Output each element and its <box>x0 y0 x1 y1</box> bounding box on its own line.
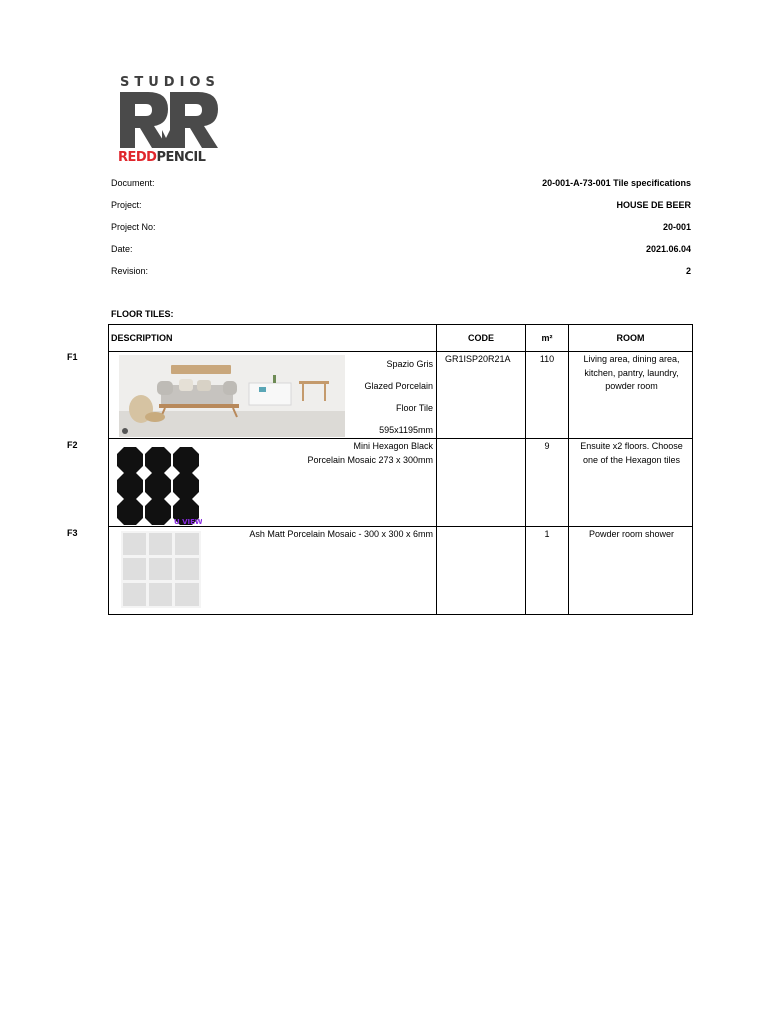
row-id-f1: F1 <box>67 352 78 362</box>
f1-description-line: Glazed Porcelain <box>364 381 433 391</box>
project-label: Project: <box>111 200 142 210</box>
header-room: ROOM <box>616 333 645 343</box>
project-no-value: 20-001 <box>662 222 691 232</box>
header-code: CODE <box>467 333 494 343</box>
project-no-label: Project No: <box>111 222 156 232</box>
section-title: FLOOR TILES: <box>111 309 174 319</box>
f1-area: 110 <box>539 354 555 364</box>
u-view-watermark: U VIEW <box>174 518 202 526</box>
ash-matt-mosaic-image <box>121 531 201 608</box>
f3-area: 1 <box>544 529 550 539</box>
revision-value: 2 <box>685 266 691 276</box>
f2-description-line: Porcelain Mosaic 273 x 300mm <box>307 454 433 465</box>
f2-description-line: Mini Hexagon Black <box>353 441 433 451</box>
mini-hexagon-black-image <box>116 446 202 526</box>
logo-brand-dark: PENCIL <box>156 150 206 165</box>
project-value: HOUSE DE BEER <box>616 200 691 210</box>
document-label: Document: <box>111 178 155 188</box>
floor-tiles-table <box>108 324 693 615</box>
logo-studios-text: STUDIOS <box>120 75 220 90</box>
f2-area: 9 <box>544 441 550 451</box>
document-value: 20-001-A-73-001 Tile specifications <box>542 178 691 188</box>
f1-room-line: Living area, dining area, <box>583 354 680 364</box>
f3-room: Powder room shower <box>588 529 675 539</box>
f1-room-line: kitchen, pantry, laundry, <box>584 367 679 378</box>
logo-rr-mark <box>118 90 220 150</box>
date-value: 2021.06.04 <box>645 244 691 254</box>
date-label: Date: <box>111 244 133 254</box>
f2-room-line: one of the Hexagon tiles <box>582 454 681 465</box>
spazio-gris-room-image <box>119 355 345 437</box>
header-area: m² <box>541 333 553 343</box>
f1-description-line: Spazio Gris <box>386 359 433 369</box>
logo-brand-red: REDD <box>118 150 157 165</box>
header-description: DESCRIPTION <box>111 333 173 343</box>
f2-description <box>307 440 433 467</box>
f1-code: GR1ISP20R21A <box>445 354 511 364</box>
revision-label: Revision: <box>111 266 149 276</box>
f2-room <box>569 440 694 467</box>
row-id-f3: F3 <box>67 528 78 538</box>
logo-brand-text <box>118 150 220 165</box>
f1-room <box>569 353 694 394</box>
f1-room-line: powder room <box>605 381 658 391</box>
company-logo <box>118 76 220 166</box>
f1-description-line: 595x1195mm <box>379 425 433 435</box>
f1-description <box>364 353 433 441</box>
f1-description-line: Floor Tile <box>395 403 433 413</box>
row-id-f2: F2 <box>67 440 78 450</box>
f2-room-line: Ensuite x2 floors. Choose <box>580 441 683 451</box>
f3-description: Ash Matt Porcelain Mosaic - 300 x 300 x 6mm <box>249 529 433 539</box>
